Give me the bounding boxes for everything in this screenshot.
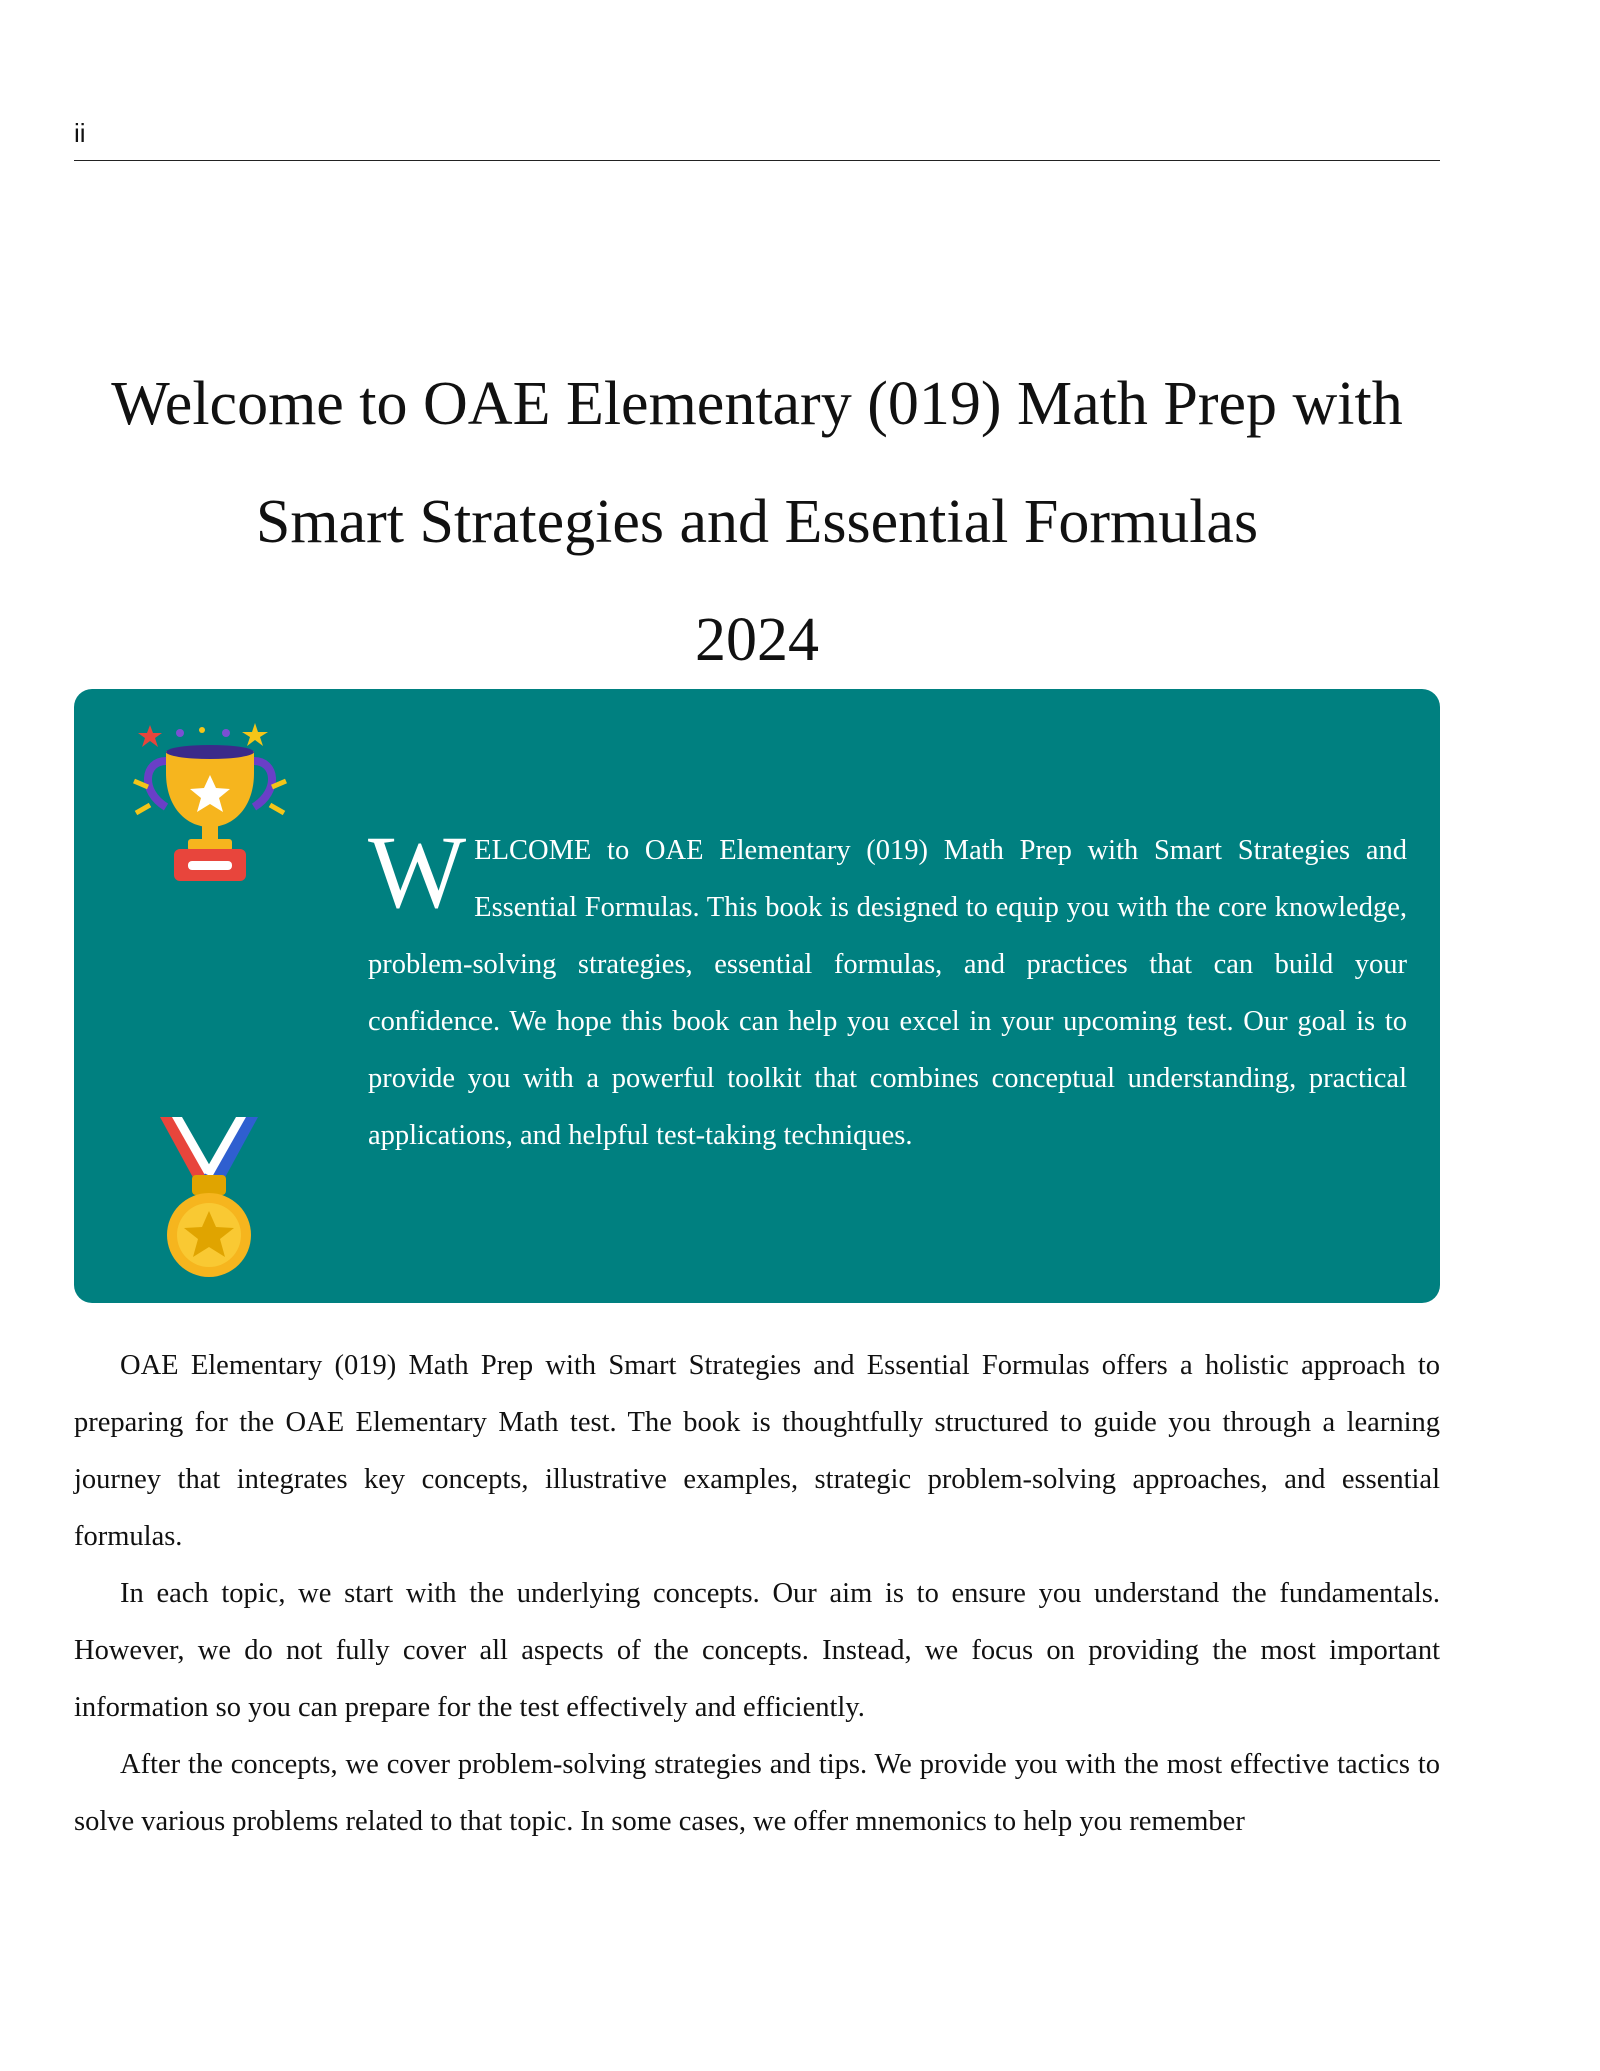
title-line-1: Welcome to OAE Elementary (019) Math Prep with — [111, 370, 1403, 438]
title-year: 2024 — [695, 606, 819, 674]
welcome-text: ELCOME to OAE Elementary (019) Math Prep with Smart Strategies and Essential Formulas. This book is designed to equip you with the core knowledge, problem-solving strategies, essential formulas, and practices that can build your confidence. We hope this book can help you excel in your upcoming test. Our goal is to provide you with a powerful toolkit that combines conceptual understanding, practical applications, and helpful test-taking techniques. — [368, 835, 1407, 1151]
welcome-callout — [74, 689, 1440, 1303]
body-paragraph-3: After the concepts, we cover problem-solving strategies and tips. We provide you with the most effective tactics to solve various problems related to that topic. In some cases, we offer mnemonics to help you remember — [74, 1749, 1440, 1837]
medal-icon — [154, 1113, 264, 1283]
body-text — [74, 1337, 1440, 1850]
drop-cap: W — [368, 815, 467, 930]
body-paragraph-2: In each topic, we start with the underlying concepts. Our aim is to ensure you understand the fundamentals. However, we do not fully cover all aspects of the concepts. Instead, we focus on providing the most important information so you can prepare for the test effectively and efficiently. — [74, 1578, 1440, 1723]
welcome-text-block — [368, 815, 1407, 1164]
page-title — [74, 345, 1440, 699]
trophy-icon — [130, 721, 290, 891]
title-line-2: Smart Strategies and Essential Formulas — [255, 488, 1259, 556]
page-number: ii — [74, 118, 86, 148]
body-paragraph-1: OAE Elementary (019) Math Prep with Smart Strategies and Essential Formulas offers a holistic approach to preparing for the OAE Elementary Math test. The book is thoughtfully structured to guide you through a learning journey that integrates key concepts, illustrative examples, strategic problem-solving approaches, and essential formulas. — [74, 1350, 1440, 1552]
header-rule — [74, 160, 1440, 161]
